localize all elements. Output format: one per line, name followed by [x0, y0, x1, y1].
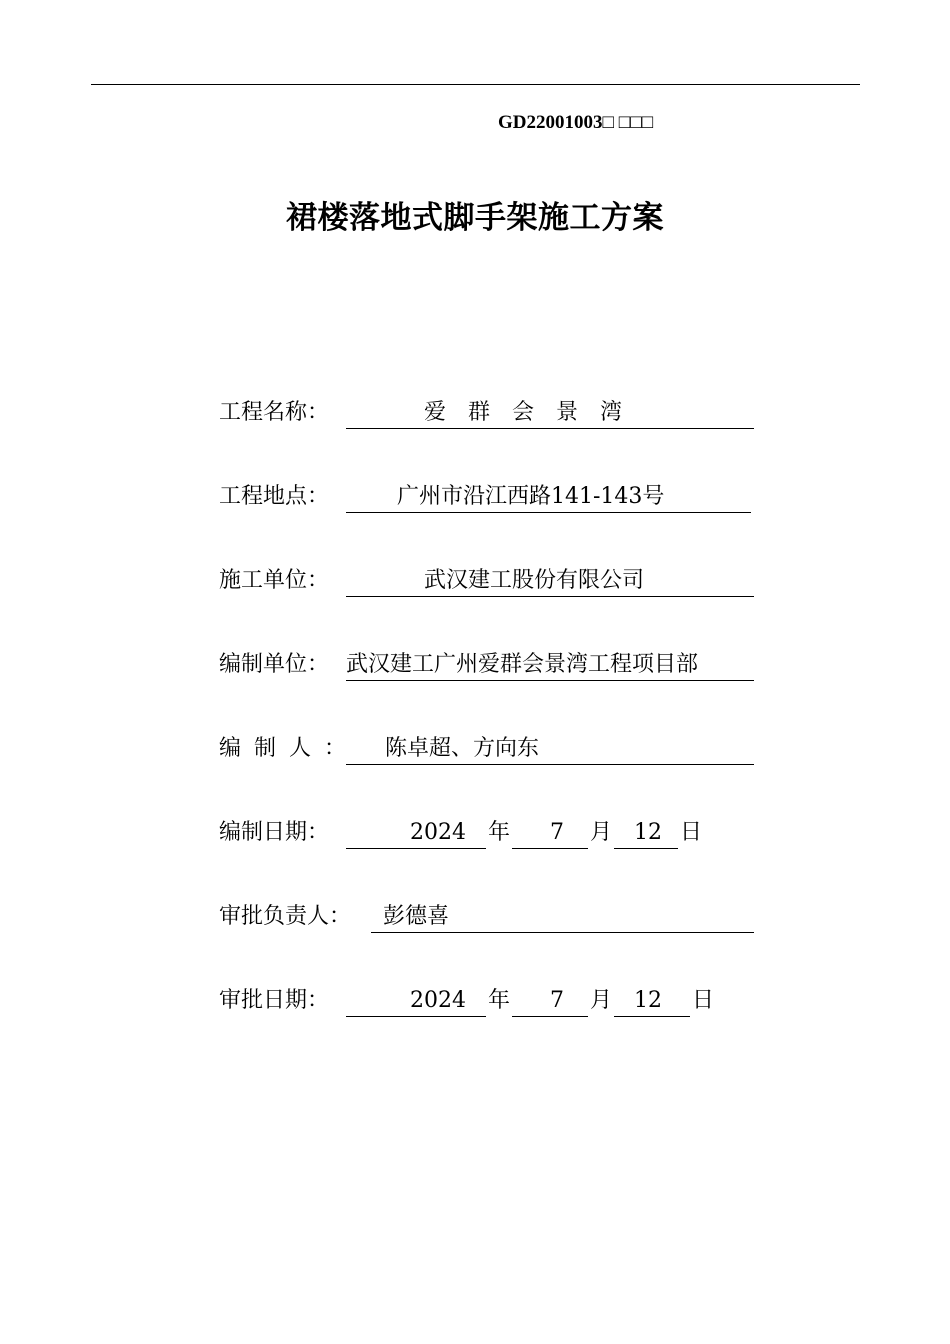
month-unit: 月 [590, 820, 613, 845]
date-day: 12 [634, 988, 662, 1013]
year-unit: 年 [488, 820, 511, 845]
project-location-value: 广州市沿江西路141-143号 [397, 484, 665, 509]
date-day: 12 [634, 820, 662, 845]
date-year: 2024 [410, 820, 466, 845]
document-code: GD22001003□ □□□ [498, 112, 654, 133]
field-label: 编制单位： [219, 652, 330, 677]
compiler-value: 陈卓超、方向东 [385, 736, 540, 761]
construction-unit-value: 武汉建工股份有限公司 [424, 568, 645, 593]
project-name-value: 爱群会景湾 [424, 400, 645, 425]
date-month: 7 [550, 988, 564, 1013]
field-label: 工程地点： [219, 484, 330, 509]
day-unit: 日 [692, 988, 715, 1013]
field-label: 编制人： [219, 736, 360, 761]
compiling-unit-value: 武汉建工广州爱群会景湾工程项目部 [346, 652, 699, 677]
field-label: 工程名称： [219, 400, 330, 425]
field-value-line [346, 564, 754, 597]
field-value-line [371, 900, 754, 933]
field-label: 审批日期： [219, 988, 330, 1013]
field-label: 编制日期： [219, 820, 330, 845]
date-year: 2024 [410, 988, 466, 1013]
field-label: 审批负责人： [219, 904, 352, 929]
month-unit: 月 [590, 988, 613, 1013]
day-unit: 日 [680, 820, 703, 845]
header-rule [91, 84, 860, 85]
date-year-line [346, 816, 486, 849]
field-value-line [346, 648, 754, 681]
date-year-line [346, 984, 486, 1017]
field-value-line [346, 732, 754, 765]
date-day-line [614, 816, 678, 849]
field-value-line [346, 396, 754, 429]
approver-value: 彭德喜 [383, 904, 450, 929]
date-day-line [614, 984, 690, 1017]
field-label: 施工单位： [219, 568, 330, 593]
date-month-line [512, 816, 588, 849]
field-value-line [346, 480, 751, 513]
year-unit: 年 [488, 988, 511, 1013]
document-title: 裙楼落地式脚手架施工方案 [286, 200, 664, 236]
date-month: 7 [550, 820, 564, 845]
date-month-line [512, 984, 588, 1017]
